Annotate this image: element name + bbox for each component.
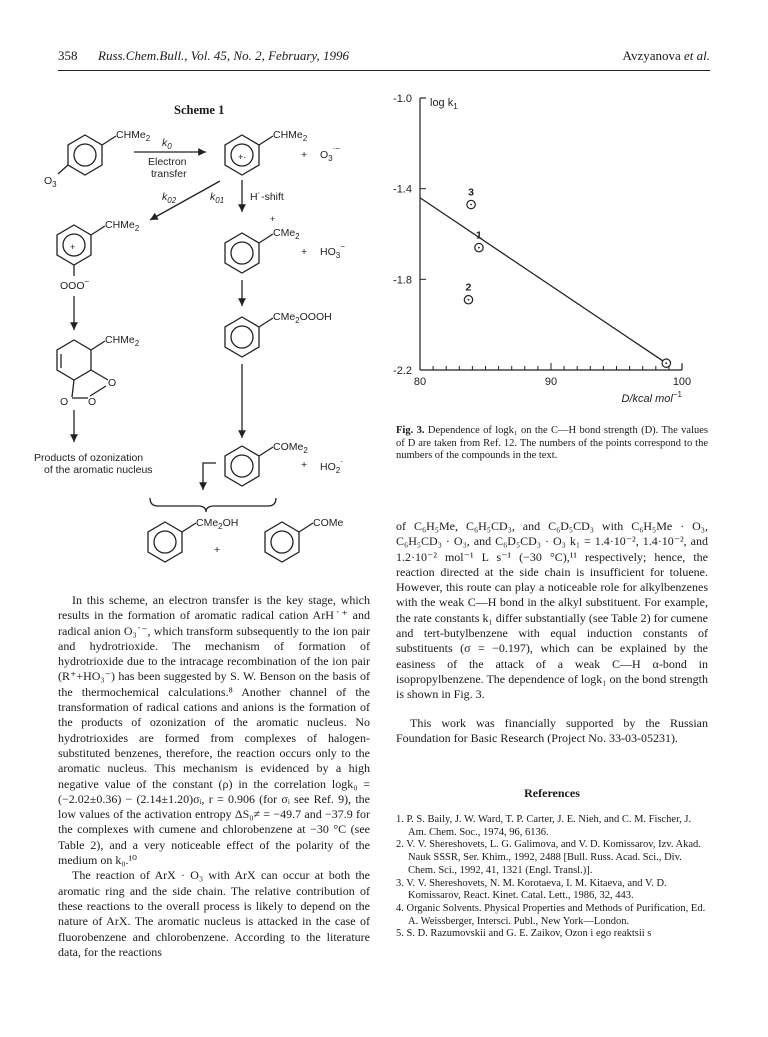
ho3-label: $HO_3^-$: [320, 242, 345, 260]
arrow-bracket: [203, 463, 216, 490]
reference-item: 5. S. D. Razumovskii and G. E. Zaikov, Ozon i ego reaktsii s: [396, 928, 652, 940]
cme2oh-label: CMe$_2$OH: [196, 517, 239, 531]
electron-label: Electron: [148, 156, 187, 168]
reference-item: 4. Organic Solvents. Physical Properties and Methods of Purification, Ed. A. Weissberger, Intersci. Publ., New York—London.: [396, 902, 706, 927]
ho2-label: $HO_2\cdot$: [320, 456, 344, 475]
o-atom-1: O: [108, 377, 117, 389]
chme2-label-b: CHMe$_2$: [273, 129, 308, 143]
x-tick-label: 100: [672, 376, 692, 388]
data-point-label: 1: [476, 229, 482, 242]
authors: Avzyanova et al.: [622, 48, 710, 63]
references-list: [396, 814, 710, 941]
data-point-center: [468, 299, 470, 301]
data-point-label: 2: [465, 281, 472, 294]
reference-item: 1. P. S. Baily, J. W. Ward, T. P. Carter, J. E. Nieh, and C. M. Fischer, J. Am. Chem. Soc., 1974, 96, 6136.: [396, 814, 692, 838]
benzene-ring-alcohol: [148, 522, 182, 562]
bicyclic-ozonide: [57, 340, 91, 380]
benzene-ring-complex: [68, 135, 102, 175]
products-brace: [150, 498, 276, 512]
reference-item: 3. V. V. Shereshovets, N. M. Korotaeva, I. M. Kitaeva, and V. D. Komissarov, React. Kinet. Catal. Lett., 1986, 32, 443.: [396, 877, 667, 902]
x-axis-label: D/kcal mol$^{-1}$: [621, 390, 682, 405]
come2-label: COMe$_2$: [273, 441, 308, 455]
o-atom-2: O: [60, 396, 69, 408]
scheme-title: Scheme 1: [174, 103, 225, 117]
body-left-column: [58, 593, 370, 960]
radical-cation-sign: +·: [238, 152, 247, 162]
o-atom-3: O: [88, 396, 97, 408]
paragraph: This work was financially supported by the Russian Foundation for Basic Research (Project No. 33-03-05231).: [396, 715, 708, 745]
h-shift-label: H˙-shift: [250, 191, 284, 203]
ozonide-label: $O_3^{\cdot-}$: [320, 144, 340, 163]
transfer-label: transfer: [151, 168, 187, 180]
y-axis-label: $\log k_1$: [430, 97, 458, 111]
journal-citation: Russ.Chem.Bull., Vol. 45, No. 2, February, 1996: [98, 48, 349, 63]
k01-label: $k_{01}$: [210, 191, 225, 205]
products-line1: Products of ozonization: [34, 452, 144, 464]
figure-caption: Fig. 3. Dependence of logk₁ on the C—H bond strength (D). The values of D are taken from Ref. 12. The numbers of the points correspond to the numbers of the compounds in the text.: [396, 425, 708, 462]
benzene-ring-cumyloxy: [225, 446, 259, 486]
y-tick-label: -1.0: [393, 93, 412, 105]
cme2-label-d: CMe$_2$: [273, 227, 300, 241]
products-line2: of the aromatic nucleus: [44, 464, 153, 476]
cation-sign-d: +: [270, 214, 276, 224]
data-point-center: [470, 204, 472, 206]
come-label: COMe: [313, 517, 344, 529]
ooo-label: OOO−: [60, 277, 90, 292]
x-tick-label: 80: [413, 376, 427, 388]
y-tick-label: -2.2: [393, 365, 412, 377]
plus-sign-h: +: [214, 544, 221, 556]
paragraph: The reaction of ArX · O₃ with ArX can occur at both the aromatic ring and the side chain. The relative contribution of these reactions to the overall process is likely to depend on the nature of ArX. The aromatic nucleus is attacked in the case of fluorobenzene and chlorobenzene. According to the literature data, for the reactions: [58, 868, 370, 959]
references-title: References: [524, 786, 580, 800]
fit-line: [420, 198, 666, 363]
running-header: [58, 48, 710, 68]
fig3-chart: [380, 92, 710, 412]
benzene-ring-cation-right: [225, 233, 259, 273]
plus-sign-g: +: [301, 459, 308, 471]
cme2oooh-label: CMe$_2$OOOH: [273, 311, 332, 325]
y-tick-label: -1.4: [393, 183, 412, 196]
data-point-label: 3: [468, 186, 475, 199]
k02-label: $k_{02}$: [162, 191, 177, 205]
benzene-ring-hydrotrioxide: [225, 317, 259, 357]
plus-sign: +: [301, 149, 308, 161]
chme2-label: CHMe$_2$: [116, 129, 151, 143]
k0-label: $k_0$: [162, 137, 172, 151]
benzene-ring-acetophenone: [265, 522, 299, 562]
chme2-label-c: CHMe$_2$: [105, 219, 140, 233]
page-number: 358: [58, 48, 78, 63]
x-tick-label: 90: [544, 376, 558, 388]
y-tick-label: -1.8: [393, 274, 412, 287]
data-point-center: [665, 362, 667, 364]
o3-label: $O_3$: [44, 175, 57, 189]
body-right-column: [396, 519, 708, 746]
plus-sign-d: +: [301, 246, 308, 258]
header-rule: [58, 70, 710, 71]
data-point-center: [478, 247, 480, 249]
reference-item: 2. V. V. Shereshovets, L. G. Galimova, and V. D. Komissarov, Izv. Akad. Nauk SSSR, Ser. Khim., 1992, 2488 [Bull. Russ. Acad. Sci., Div. Chem. Sci., 1992, 41, 1321 (Engl. Transl.)].: [396, 839, 701, 876]
reaction-scheme: [30, 118, 375, 578]
cation-sign-c: +: [70, 242, 76, 252]
chme2-label-f: CHMe$_2$: [105, 334, 140, 348]
paragraph: In this scheme, an electron transfer is the key stage, which results in the formation of aromatic radical cation ArH˙⁺ and radical anion O₃˙⁻, which transform subsequently to the ion pair and hydrotrioxide. The mechanism of formation of hydrotrioxide due to the intracage recombination of the ion pair (R⁺+HO₃⁻) has been suggested by S. W. Benson on the basis of the thermochemical calculations.⁸ Another channel of the transformation of radical cations and anions is the formation of the products of ozonization of the aromatic nucleus. No hydrotrioxides are formed from complexes of halogen-substituted benzenes, therefore, the reaction occurs only to the aromatic nucleus. This mechanism is evidenced by a high negative value of the constant (ρ) in the correlation logk₀ = (−2.02±0.36) − (2.14±1.20)σᵢ, r = 0.906 (for σᵢ see Ref. 9), the low values of the activation entropy ΔS₀≠ = −49.7 and −37.9 for the complexes with cumene and chlorobenzene at −30 °C (see Table 2), and a very noticeable effect of the polarity of the medium on k₀.¹⁰: [58, 593, 370, 868]
paragraph: of C₆H₅Me, C₆H₅CD₃, and C₆D₅CD₃ with C₆H₅Me · O₃, C₆H₅CD₃ · O₃, and C₆D₅CD₃ · O₃ k₁ = 1.4·10⁻², 1.4·10⁻², and 1.2·10⁻² mol⁻¹ L s⁻¹ (−30 °C),¹¹ respectively; hence, the reaction directed at the side chain is insufficient for toluene. However, this route can play a noticeable role for alkylbenzenes with the weak C—H bond in the alkyl substituent. For example, the rate constants k₁ differ substantially (see Table 2) for cumene and tert-butylbenzene with equal induction constants of substituents (σ = −0.197), which can be explained by the easiness of the attack of a weak C—H α-bond in isopropylbenzene. The dependence of logk₁ on the bond strength is shown in Fig. 3.: [396, 519, 708, 702]
